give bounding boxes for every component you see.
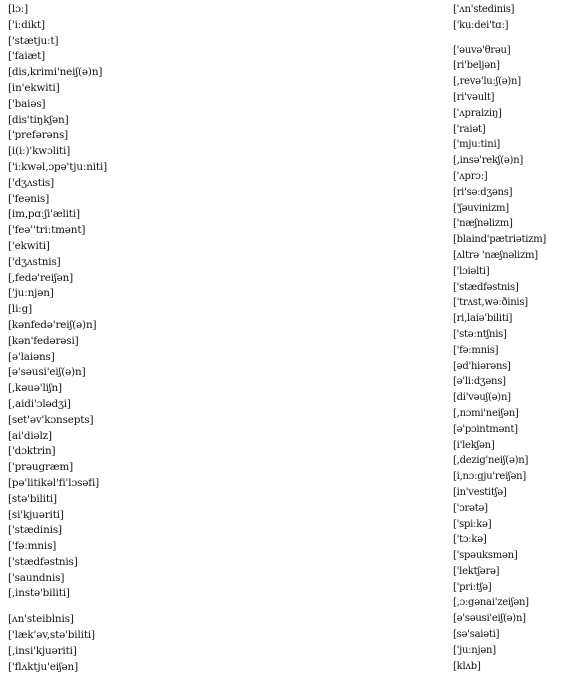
list-item: [lɔː]: [8, 3, 29, 15]
list-item: [blaind'pætriətizm]: [453, 234, 547, 246]
list-item: [,ɔːgənai'zeiʃən]: [453, 597, 529, 609]
left-column: [8, 2, 258, 675]
list-item: [,revə'luːʃ(ə)n]: [453, 76, 521, 88]
list-item: ['læk'əv,stə'biliti]: [8, 629, 95, 642]
list-item: ['mjuːtini]: [453, 139, 501, 151]
list-item: ['ʃəuvinizm]: [453, 202, 509, 214]
list-item: [dis'tiŋkʃən]: [8, 113, 69, 126]
list-item: ['næʃnəlizm]: [453, 218, 513, 230]
list-item: [i(iː)'kwɔliti]: [8, 145, 71, 158]
list-item: ['ɔrətə]: [453, 502, 488, 514]
list-item: ['juːnjən]: [8, 287, 54, 300]
list-item: [ə'laiəns]: [8, 350, 55, 363]
list-item: ['dɔktrin]: [8, 445, 56, 458]
list-item: [ri'vəult]: [453, 91, 495, 103]
list-item: ['stædfəstnis]: [453, 281, 519, 293]
list-item: ['fəːmnis]: [8, 540, 57, 553]
list-item: [dis,krimi'neiʃ(ə)n]: [8, 66, 103, 79]
list-item: ['dʒʌstis]: [8, 176, 55, 189]
list-item: [ə'pɔintmənt]: [453, 423, 518, 435]
list-item: [klʌb]: [453, 660, 481, 672]
list-item: ['iːkwəl,ɔpə'tjuːniti]: [8, 160, 108, 173]
list-item: ['juːnjən]: [453, 644, 496, 656]
list-item: [,insi'kjuəriti]: [8, 644, 77, 657]
list-item: [sə'saiəti]: [453, 629, 500, 641]
list-item: ['ʌpraiziŋ]: [453, 107, 502, 119]
list-item: [ai'diəlz]: [8, 429, 52, 442]
list-item: ['feənis]: [8, 192, 50, 205]
list-item: ['əuvə'θrəu]: [453, 44, 511, 56]
list-item: [,aidi'ɔlədʒi]: [8, 397, 71, 410]
list-item: ['faiæt]: [8, 50, 46, 63]
right-column: [453, 2, 559, 674]
list-item: ['stəːntʃnis]: [453, 328, 507, 340]
list-item: ['priːtʃə]: [453, 581, 492, 593]
list-item: [,kəuə'liʃn]: [8, 382, 62, 395]
list-item: [liːg]: [8, 303, 33, 316]
list-item: [,fedə'reiʃən]: [8, 271, 74, 284]
group-spacer: [453, 34, 559, 43]
list-item: ['stædfəstnis]: [8, 555, 78, 568]
list-item: ['dʒʌstnis]: [8, 255, 61, 268]
list-item: ['feə''triːtmənt]: [8, 224, 86, 237]
list-item: [,instə'biliti]: [8, 587, 70, 600]
list-item: [im,pɑːʃi'æliti]: [8, 208, 80, 221]
list-item: [kən'fedərəsi]: [8, 334, 79, 347]
list-item: [ri'beljən]: [453, 60, 500, 72]
list-item: [ə'səusi'eiʃ(ə)n]: [453, 613, 526, 625]
list-item: [ə'liːdʒəns]: [453, 376, 506, 388]
list-item: ['spəuksmən]: [453, 550, 518, 562]
list-item: [di'vəuʃ(ə)n]: [453, 392, 511, 404]
list-item: ['baiəs]: [8, 97, 46, 110]
list-item: [əd'hiərəns]: [453, 360, 511, 372]
list-item: ['tɔːkə]: [453, 534, 487, 546]
list-item: ['flʌktju'eiʃən]: [8, 660, 78, 673]
list-item: ['stædinis]: [8, 524, 62, 537]
list-item: [,insə'rekʃ(ə)n]: [453, 155, 524, 167]
list-item: [ri'səːdʒəns]: [453, 186, 513, 198]
list-item: [ʌltrə 'næʃnəlizm]: [453, 249, 538, 261]
list-item: [,nɔmi'neiʃən]: [453, 407, 519, 419]
list-item: ['prefərəns]: [8, 129, 69, 142]
list-item: ['trʌst,wəːðinis]: [453, 297, 528, 309]
list-item: [kənfedə'reiʃ(ə)n]: [8, 318, 97, 331]
list-item: ['lɔiəlti]: [453, 265, 490, 277]
list-item: [i'lekʃən]: [453, 439, 495, 451]
list-item: [si'kjuəriti]: [8, 508, 64, 521]
list-item: ['saundnis]: [8, 571, 65, 584]
list-item: ['lektʃərə]: [453, 565, 500, 577]
list-item: ['spiːkə]: [453, 518, 492, 530]
list-item: ['raiət]: [453, 123, 486, 135]
list-item: ['ʌn'stedinis]: [453, 4, 515, 15]
list-item: [set'əv'kɔnsepts]: [8, 413, 94, 426]
list-item: [ri,laiə'biliti]: [453, 313, 513, 325]
list-item: ['prəugræm]: [8, 461, 74, 474]
list-item: [,dezig'neiʃ(ə)n]: [453, 455, 529, 467]
list-item: [in'ekwiti]: [8, 81, 60, 94]
list-item: ['iːdikt]: [8, 18, 45, 31]
list-item: [ʌn'steiblnis]: [8, 613, 74, 626]
list-item: ['ekwiti]: [8, 239, 50, 252]
list-item: [stə'biliti]: [8, 492, 57, 505]
list-item: [ə'səusi'eiʃ(ə)n]: [8, 366, 86, 379]
list-item: ['fəːmnis]: [453, 344, 499, 356]
group-spacer: [8, 602, 258, 612]
list-item: [in'vestitʃə]: [453, 486, 507, 498]
list-item: [i,nɔːgju'reiʃən]: [453, 471, 527, 483]
list-item: ['stætjuːt]: [8, 34, 59, 47]
list-item: ['ʌprɔː]: [453, 170, 488, 182]
list-item: ['kuːdei'tɑː]: [453, 19, 509, 31]
list-item: [pə'litikəl'fi'lɔsəfi]: [8, 476, 100, 489]
